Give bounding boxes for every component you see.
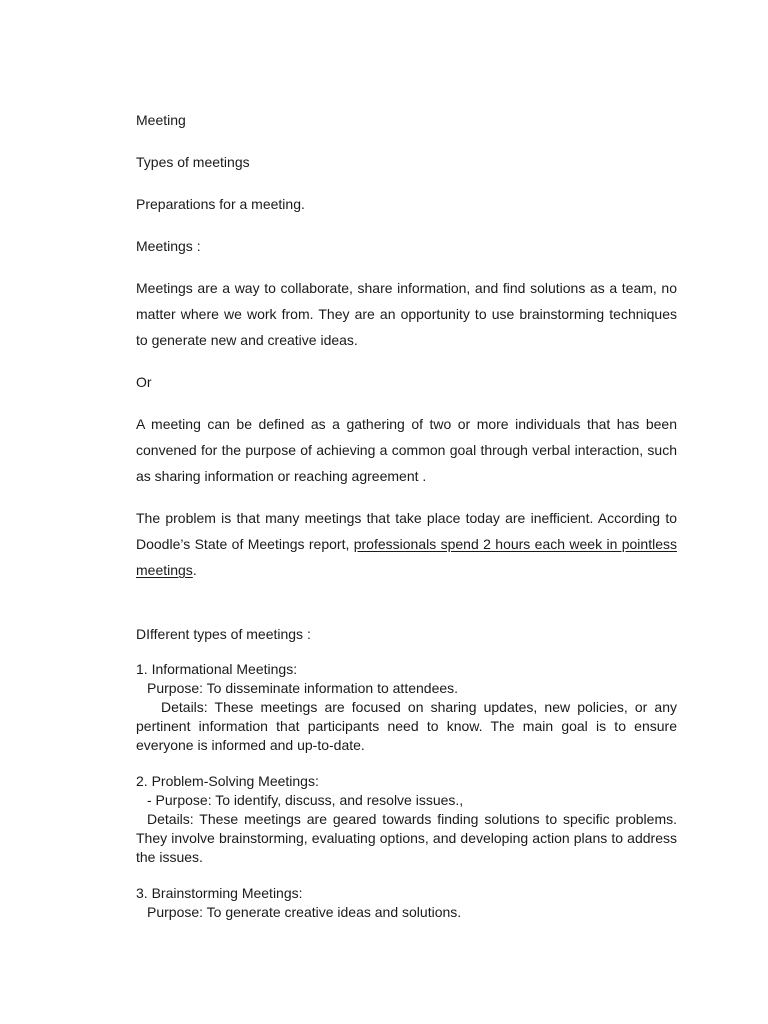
paragraph-problem bbox=[136, 505, 677, 583]
paragraph-or: Or bbox=[136, 374, 152, 390]
section-heading-meetings: Meetings : bbox=[136, 238, 201, 254]
meeting-type-3 bbox=[136, 884, 677, 922]
doc-subtitle-types: Types of meetings bbox=[136, 154, 250, 170]
meeting-type-heading: 3. Brainstorming Meetings: bbox=[136, 885, 303, 901]
document-page bbox=[136, 107, 677, 922]
paragraph-definition-2: A meeting can be defined as a gathering of two or more individuals that has been convened for the purpose of achieving a common goal through verbal interaction, such as sharing information or reaching agreement . bbox=[136, 416, 677, 484]
meeting-type-details: Details: These meetings are geared towards finding solutions to specific problems. They involve brainstorming, evaluating options, and developing action plans to address the issues. bbox=[136, 811, 677, 865]
meeting-type-purpose: Purpose: To disseminate information to attendees. bbox=[147, 680, 459, 696]
meeting-type-2 bbox=[136, 772, 677, 867]
doc-subtitle-preparations: Preparations for a meeting. bbox=[136, 196, 305, 212]
paragraph-problem-text: The problem is that many meetings that take place today are inefficient. According to Doodle’s State of Meetings report, bbox=[136, 510, 677, 552]
meeting-type-1 bbox=[136, 660, 677, 755]
report-link[interactable]: professionals spend 2 hours each week in pointless meetings bbox=[136, 536, 677, 578]
meeting-type-heading: 2. Problem-Solving Meetings: bbox=[136, 773, 319, 789]
doc-title: Meeting bbox=[136, 112, 186, 128]
meeting-type-heading: 1. Informational Meetings: bbox=[136, 661, 298, 677]
types-heading: DIfferent types of meetings : bbox=[136, 626, 311, 642]
meeting-type-purpose: Purpose: To generate creative ideas and solutions. bbox=[147, 904, 462, 920]
meeting-type-details: Details: These meetings are focused on sharing updates, new policies, or any pertinent information that participants need to know. The main goal is to ensure everyone is informed and up-to-date. bbox=[136, 699, 677, 753]
paragraph-problem-end: . bbox=[192, 562, 197, 578]
paragraph-definition-1: Meetings are a way to collaborate, share information, and find solutions as a team, no matter where we work from. They are an opportunity to use brainstorming techniques to generate new and creative ideas. bbox=[136, 280, 677, 348]
meeting-type-purpose: - Purpose: To identify, discuss, and resolve issues., bbox=[147, 792, 464, 808]
